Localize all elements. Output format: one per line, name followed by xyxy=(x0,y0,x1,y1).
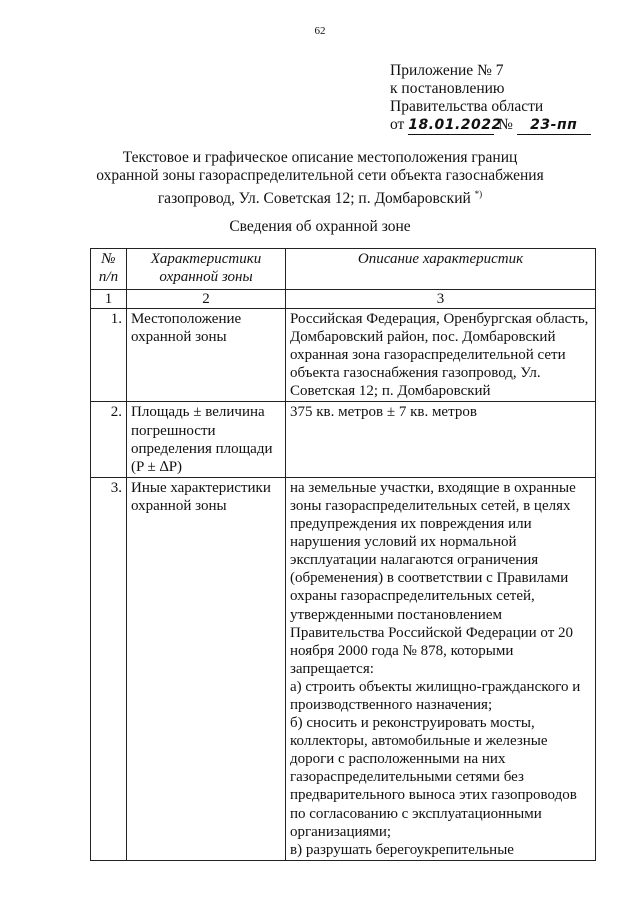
row-number: 1. xyxy=(91,309,127,402)
number-label: № xyxy=(498,116,513,133)
handwritten-number: 23-пп xyxy=(517,116,591,135)
row-description xyxy=(286,477,596,860)
row-characteristic: Иные характеристики охранной зоны xyxy=(127,477,286,860)
column-number-3: 3 xyxy=(286,290,596,309)
table-row xyxy=(91,477,596,860)
table-header-row xyxy=(91,249,596,290)
title-line-3-text: газопровод, Ул. Советская 12; п. Домбаровский xyxy=(157,190,471,208)
header-description: Описание характеристик xyxy=(286,249,596,290)
table-row xyxy=(91,402,596,477)
column-numbers-row xyxy=(91,290,596,309)
row-number: 2. xyxy=(91,402,127,477)
row-description: Российская Федерация, Оренбургская область, Домбаровский район, пос. Домбаровский охранная зона газораспределительной сети объекта газоснабжения газопровод, Ул. Советская 12; п. Домбаровский xyxy=(286,309,596,402)
header-characteristic: Характеристики охранной зоны xyxy=(127,249,286,290)
row-description: 375 кв. метров ± 7 кв. метров xyxy=(286,402,596,477)
zone-table xyxy=(90,248,596,861)
row-description-text: на земельные участки, входящие в охранные зоны газораспределительных сетей, в целях предупреждения их повреждения или нарушения условий их нормальной эксплуатации налагаются ограничения (обременения) в соответствии с Правилами охраны газораспределительных сетей, утвержденными постановлением Правительства Российской Федерации от 20 ноября 2000 года № 878, которыми запрещается: xyxy=(290,479,576,677)
page-number: 62 xyxy=(314,25,326,37)
title-line-2: охранной зоны газораспределительной сети объекта газоснабжения xyxy=(96,167,544,184)
column-number-1: 1 xyxy=(91,290,127,309)
title-line-1: Текстовое и графическое описание местоположения границ xyxy=(122,149,518,166)
appendix-line-1: Приложение № 7 xyxy=(390,62,504,79)
row-characteristic: Местоположение охранной зоны xyxy=(127,309,286,402)
list-item: в) разрушать берегоукрепительные xyxy=(290,841,514,858)
title-line-3 xyxy=(60,185,580,208)
header-number: № п/п xyxy=(91,249,127,290)
from-label: от xyxy=(390,116,405,133)
appendix-block xyxy=(390,62,591,135)
document-title xyxy=(60,149,580,208)
section-subtitle: Сведения об охранной зоне xyxy=(229,218,411,235)
list-item: б) сносить и реконструировать мосты, коллекторы, автомобильные и железные дороги с расположенными на них газораспределительными сетями без предварительного выноса этих газопроводов по согласованию с эксплуатационными организациями; xyxy=(290,715,577,840)
appendix-date-line xyxy=(390,116,591,135)
row-number: 3. xyxy=(91,477,127,860)
list-item: а) строить объекты жилищно-гражданского и производственного назначения; xyxy=(290,678,581,713)
footnote-mark: *) xyxy=(474,189,483,199)
appendix-line-2: к постановлению xyxy=(390,80,505,97)
handwritten-date: 18.01.2022 xyxy=(408,117,502,133)
appendix-line-3: Правительства области xyxy=(390,98,544,115)
table-row xyxy=(91,309,596,402)
column-number-2: 2 xyxy=(127,290,286,309)
row-characteristic: Площадь ± величина погрешности определения площади (P ± ∆P) xyxy=(127,402,286,477)
